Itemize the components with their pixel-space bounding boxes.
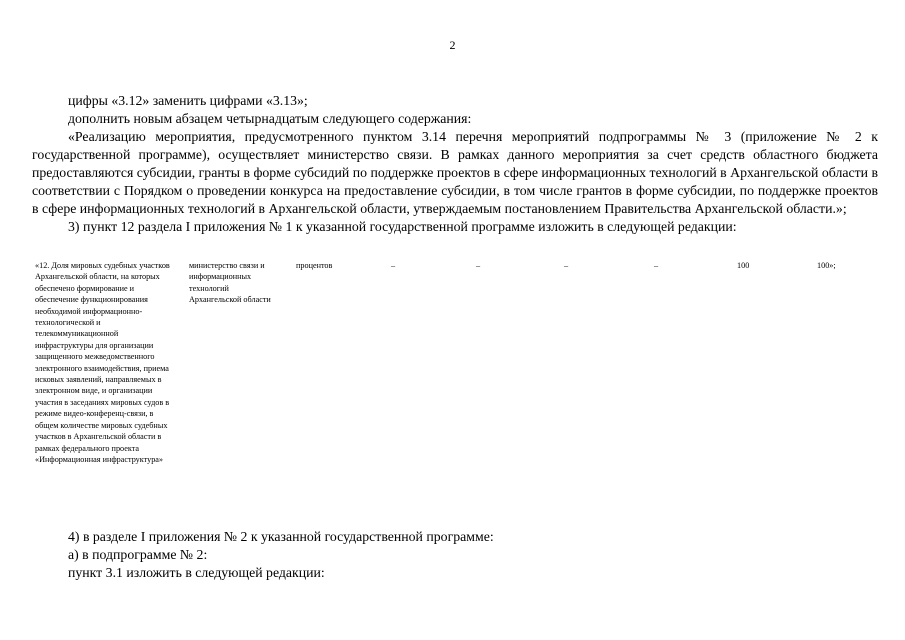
value-cell-1: – <box>391 261 396 270</box>
value-cell-6: 100»; <box>817 261 836 270</box>
paragraph-7: пункт 3.1 изложить в следующей редакции: <box>68 565 325 580</box>
paragraph-2: дополнить новым абзацем четырнадцатым следующего содержания: <box>68 111 472 126</box>
paragraph-5: 4) в разделе I приложения № 2 к указанной государственной программе: <box>68 529 494 544</box>
paragraph-4: 3) пункт 12 раздела I приложения № 1 к указанной государственной программе изложить в следующей редакции: <box>68 219 737 234</box>
value-cell-3: – <box>564 261 569 270</box>
indicator-name-cell: «12. Доля мировых судебных участков Архангельской области, на которых обеспечено формирование и обеспечение функционирования необходимой информационно-технологической и телекоммуникационной инфраструктуры для организации защищенного межведомственного электронного взаимодействия, приема исковых заявлений, направляемых в электронном виде, и организации участия в заседаниях мировых судов в режиме видео-конференц-связи, в общем количестве мировых судебных участков в Архангельской области в рамках федерального проекта «Информационная инфраструктура» <box>35 261 170 464</box>
document-body-top <box>32 92 878 236</box>
paragraph-6: а) в подпрограмме № 2: <box>68 547 208 562</box>
unit-cell: процентов <box>296 261 333 270</box>
value-cell-5: 100 <box>737 261 750 270</box>
paragraph-1: цифры «3.12» заменить цифрами «3.13»; <box>68 93 308 108</box>
value-cell-2: – <box>476 261 481 270</box>
paragraph-3: «Реализацию мероприятия, предусмотренного пунктом 3.14 перечня мероприятий подпрограммы № 3 (приложение № 2 к государственной программе), осуществляет министерство связи. В рамках данного мероприятия за счет средств областного бюджета предоставляются субсидии, гранты в форме субсидий по поддержке проектов в сфере информационных технологий в Архангельской области в соответствии с Порядком о проведении конкурса на предоставление субсидии, в том числе грантов в форме субсидии, по поддержке проектов в сфере информационных технологий в Архангельской области, утверждаемым постановлением Правительства Архангельской области.»; <box>32 129 878 216</box>
page-number: 2 <box>449 38 456 52</box>
document-body-bottom <box>32 528 878 582</box>
executor-cell: министерство связи и информационных технологий Архангельской области <box>189 261 271 305</box>
value-cell-4: – <box>654 261 659 270</box>
